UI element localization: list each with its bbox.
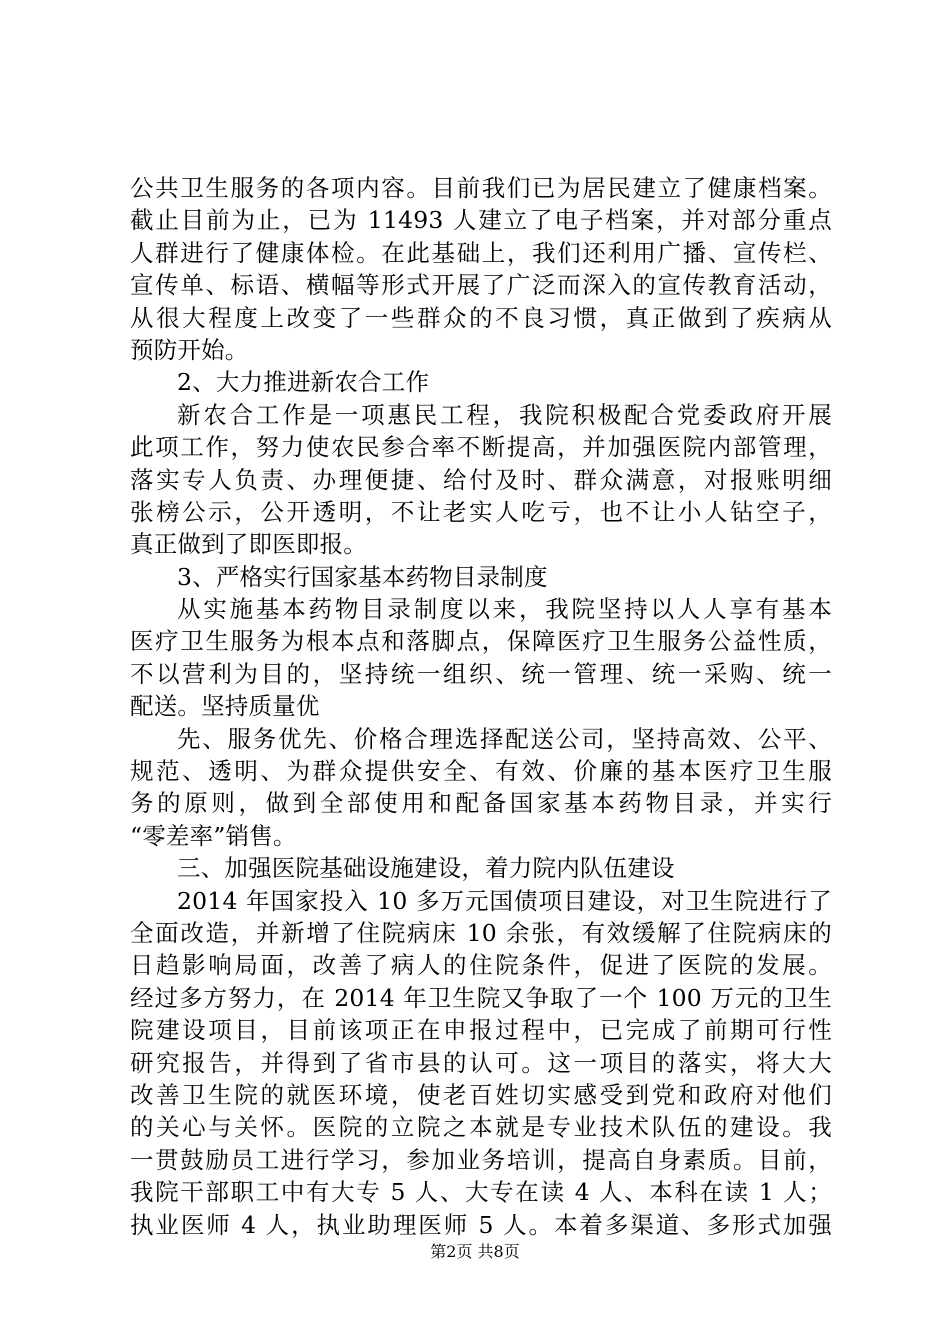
text-line: 人群进行了健康体检。在此基础上，我们还利用广播、宣传栏、 [130,238,832,267]
text-line: 公共卫生服务的各项内容。目前我们已为居民建立了健康档案。 [130,174,832,202]
text-line: 截止目前为止，已为 11493 人建立了电子档案，并对部分重点 [130,206,832,235]
text-line: 不以营利为目的，坚持统一组织、统一管理、统一采购、统一 [130,659,832,688]
text-line: 规范、透明、为群众提供安全、有效、价廉的基本医疗卫生服 [130,757,832,786]
text-line: 预防开始。 [130,335,249,364]
text-line: 院建设项目，目前该项正在申报过程中，已完成了前期可行性 [130,1016,832,1045]
text-line: 真正做到了即医即报。 [130,530,367,559]
text-line: 从很大程度上改变了一些群众的不良习惯，真正做到了疾病从 [130,303,832,332]
text-line: 张榜公示，公开透明，不让老实人吃亏，也不让小人钻空子， [130,497,832,526]
section-heading: 三、加强医院基础设施建设，着力院内队伍建设 [177,854,675,883]
text-line: 配送。坚持质量优 [130,692,320,721]
text-line: 执业医师 4 人，执业助理医师 5 人。本着多渠道、多形式加强 [130,1210,832,1239]
text-line: 落实专人负责、办理便捷、给付及时、群众满意，对报账明细 [130,465,832,494]
text-line: “零差率”销售。 [130,821,297,850]
text-line: 先、服务优先、价格合理选择配送公司，坚持高效、公平、 [177,724,832,753]
text-line: 一贯鼓励员工进行学习，参加业务培训，提高自身素质。目前， [130,1145,832,1174]
text-line: 务的原则，做到全部使用和配备国家基本药物目录，并实行 [130,789,832,818]
text-line: 研究报告，并得到了省市县的认可。这一项目的落实，将大大 [130,1048,832,1077]
section-heading: 2、大力推进新农合工作 [177,368,430,397]
text-line: 从实施基本药物目录制度以来，我院坚持以人人享有基本 [177,595,832,624]
text-line: 全面改造，并新增了住院病床 10 余张，有效缓解了住院病床的 [130,918,832,947]
text-line: 2014 年国家投入 10 多万元国债项目建设，对卫生院进行了 [177,886,832,915]
text-line: 日趋影响局面，改善了病人的住院条件，促进了医院的发展。 [130,951,832,980]
text-line: 此项工作，努力使农民参合率不断提高，并加强医院内部管理， [130,433,832,462]
text-line: 我院干部职工中有大专 5 人、大专在读 4 人、本科在读 1 人； [130,1178,832,1207]
text-line: 宣传单、标语、横幅等形式开展了广泛而深入的宣传教育活动， [130,271,832,300]
text-line: 经过多方努力，在 2014 年卫生院又争取了一个 100 万元的卫生 [130,983,832,1012]
text-line: 新农合工作是一项惠民工程，我院积极配合党委政府开展 [177,400,832,429]
text-line: 改善卫生院的就医环境，使老百姓切实感受到党和政府对他们 [130,1080,832,1109]
section-heading: 3、严格实行国家基本药物目录制度 [177,562,548,591]
text-line: 的关心与关怀。医院的立院之本就是专业技术队伍的建设。我 [130,1113,832,1142]
text-line: 医疗卫生服务为根本点和落脚点，保障医疗卫生服务公益性质， [130,627,832,656]
page-footer: 第2页 共8页 [430,1242,520,1261]
document-body [130,172,832,1241]
